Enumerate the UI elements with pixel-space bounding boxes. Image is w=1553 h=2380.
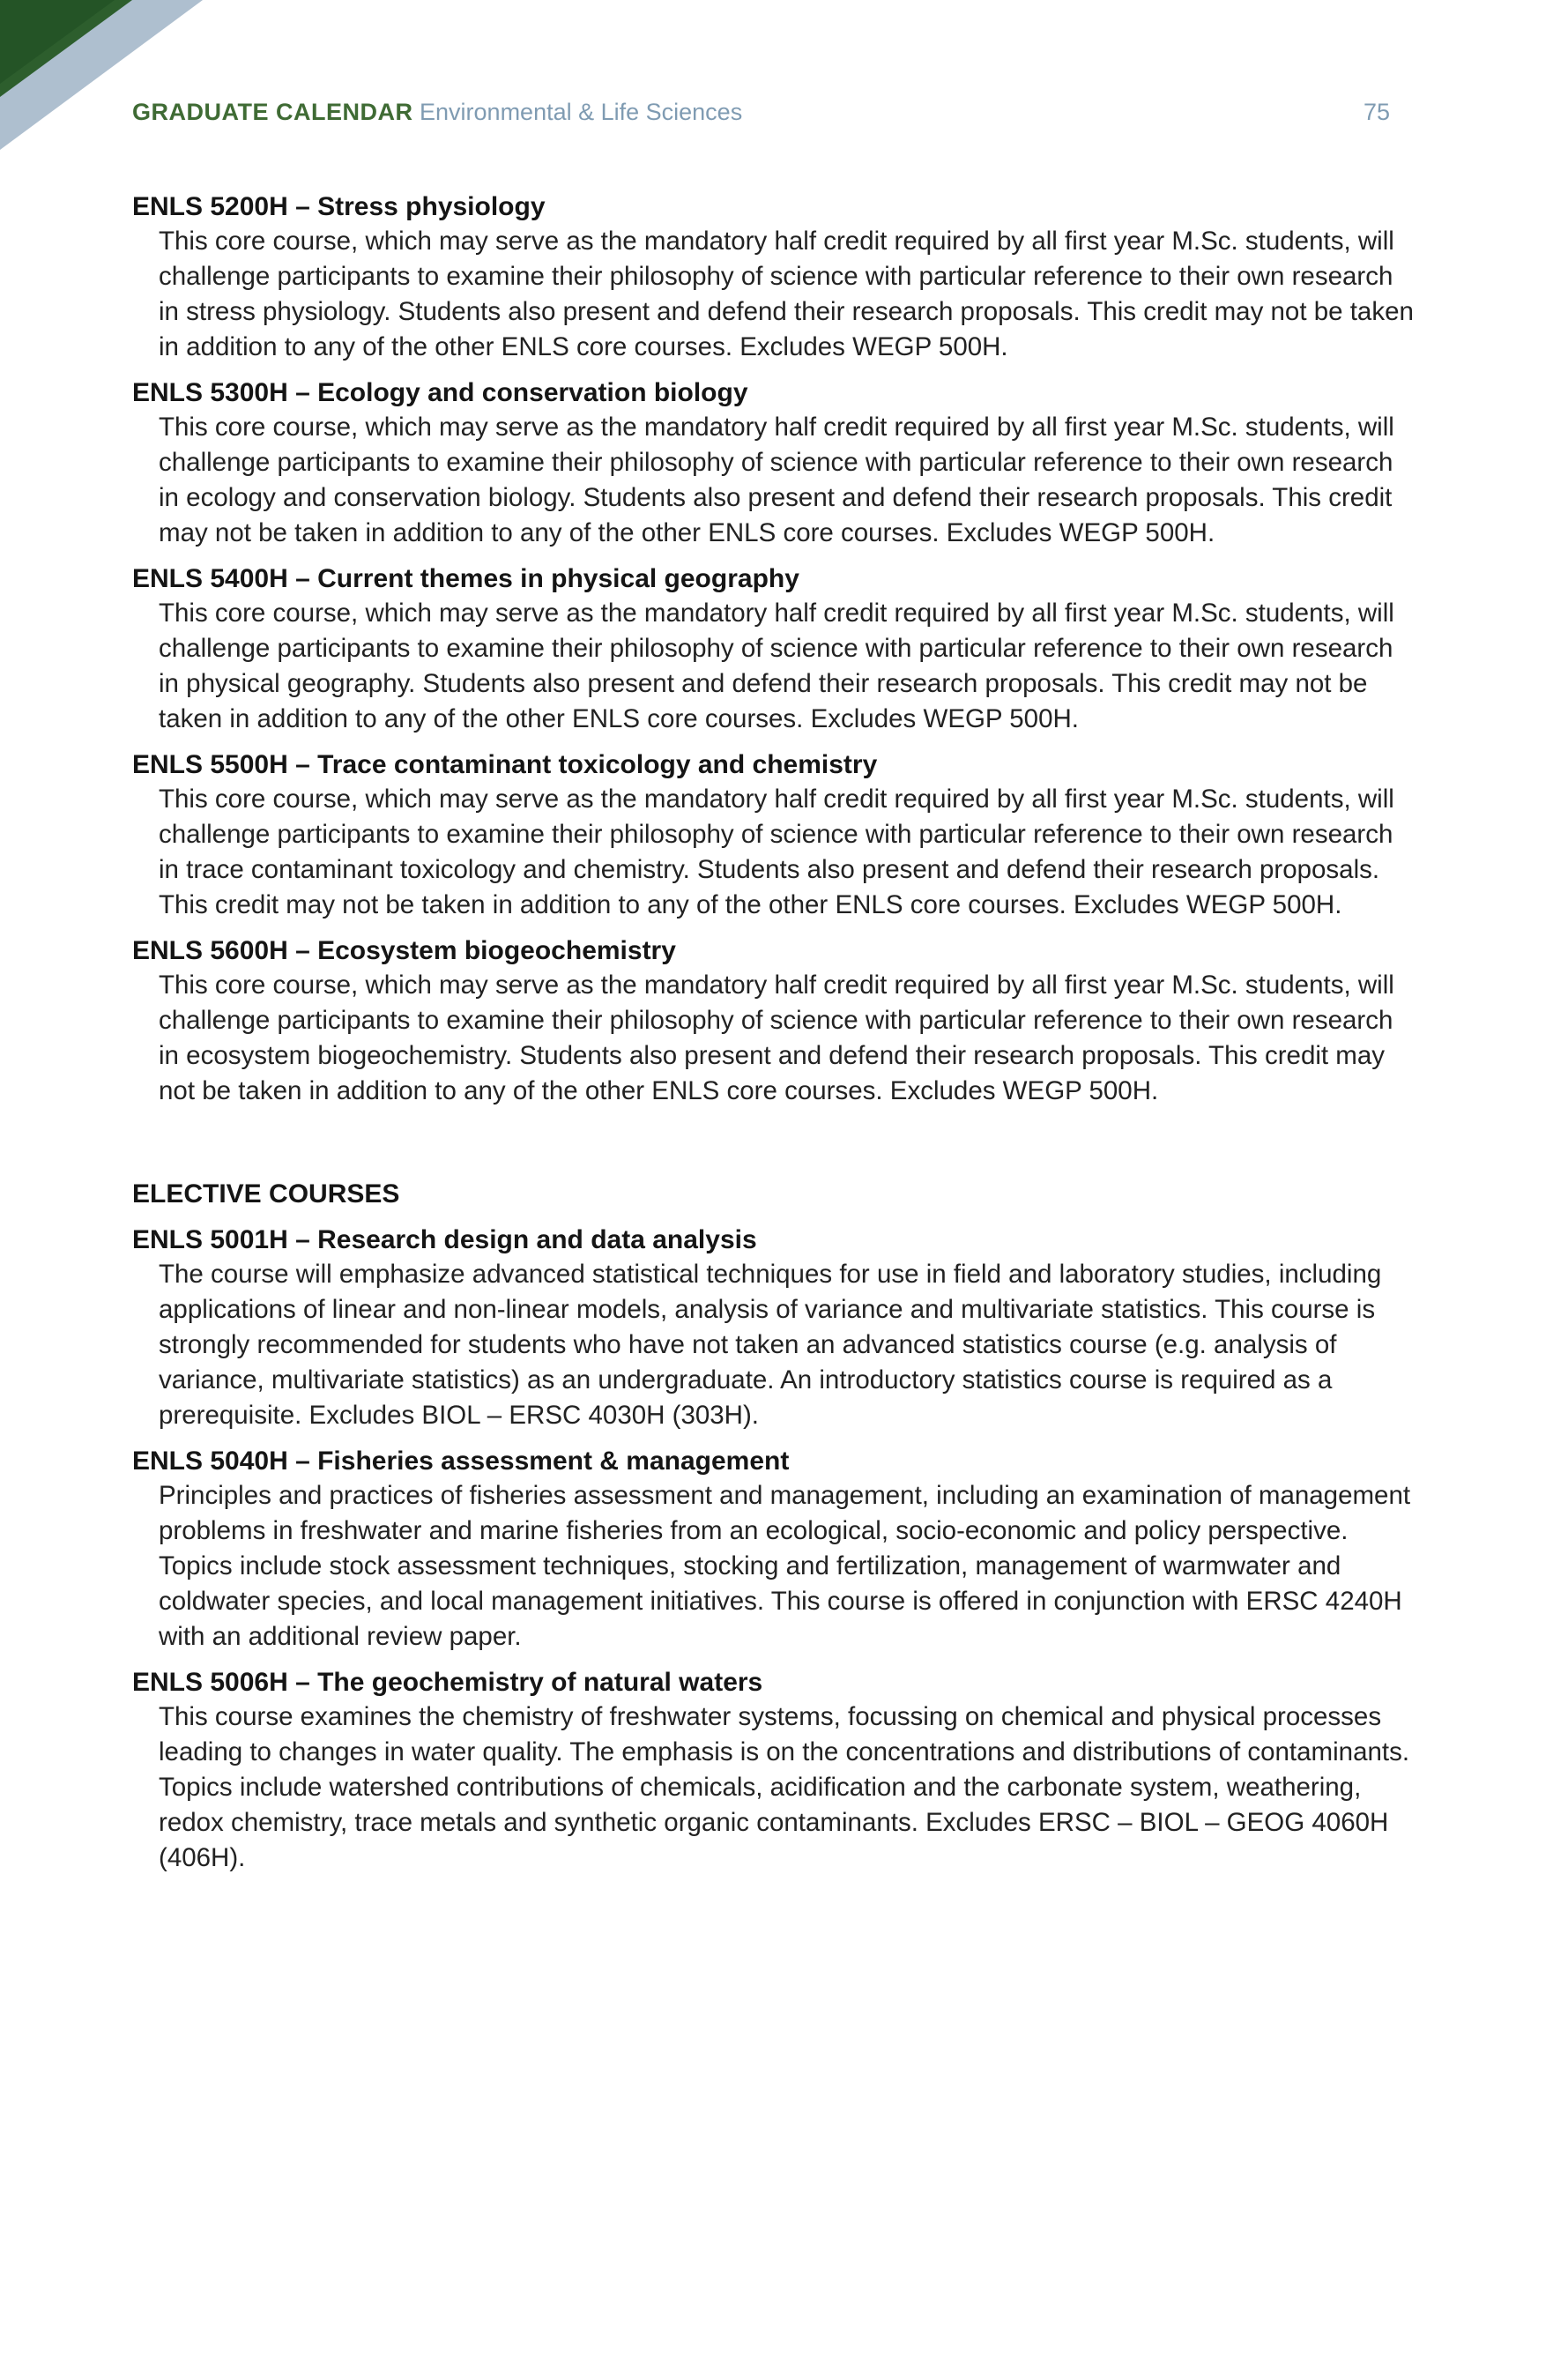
- course-title: ENLS 5200H – Stress physiology: [132, 192, 546, 221]
- course-description: Principles and practices of fisheries assessment and management, including an examination of management problems in freshwater and marine fisheries from an ecological, socio-economic and policy perspective. Topics include stock assessment techniques, stocking and fertilization, management of warmwater and coldwater species, and local management initiatives. This course is offered in conjunction with ERSC 4240H with an additional review paper.: [159, 1481, 1411, 1651]
- course-title: ENLS 5400H – Current themes in physical geography: [132, 564, 799, 593]
- course-title: ENLS 5600H – Ecosystem biogeochemistry: [132, 936, 676, 965]
- course-title: ENLS 5001H – Research design and data analysis: [132, 1225, 757, 1254]
- course-description: This core course, which may serve as the mandatory half credit required by all first year M.Sc. students, will challenge participants to examine their philosophy of science with particular reference to their own research in ecosystem biogeochemistry. Students also present and defend their research proposals. This credit may not be taken in addition to any of the other ENLS core courses. Excludes WEGP 500H.: [159, 971, 1394, 1105]
- course-entry: [132, 934, 1419, 1109]
- course-entry: [132, 1223, 1419, 1433]
- page-number: 75: [1363, 99, 1390, 125]
- course-entry: [132, 748, 1419, 923]
- course-title: ENLS 5006H – The geochemistry of natural waters: [132, 1668, 763, 1697]
- elective-courses-heading: ELECTIVE COURSES: [132, 1179, 400, 1209]
- course-entry: [132, 562, 1419, 737]
- course-description: This core course, which may serve as the mandatory half credit required by all first year M.Sc. students, will challenge participants to examine their philosophy of science with particular reference to their own research in stress physiology. Students also present and defend their research proposals. This credit may not be taken in addition to any of the other ENLS core courses. Excludes WEGP 500H.: [159, 227, 1414, 361]
- course-description: This course examines the chemistry of freshwater systems, focussing on chemical and physical processes leading to changes in water quality. The emphasis is on the concentrations and distributions of contaminants. Topics include watershed contributions of chemicals, acidification and the carbonate system, weathering, redox chemistry, trace metals and synthetic organic contaminants. Excludes ERSC – BIOL – GEOG 4060H (406H).: [159, 1702, 1410, 1872]
- course-description: This core course, which may serve as the mandatory half credit required by all first year M.Sc. students, will challenge participants to examine their philosophy of science with particular reference to their own research in ecology and conservation biology. Students also present and defend their research proposals. This credit may not be taken in addition to any of the other ENLS core courses. Excludes WEGP 500H.: [159, 413, 1394, 547]
- course-description: This core course, which may serve as the mandatory half credit required by all first year M.Sc. students, will challenge participants to examine their philosophy of science with particular reference to their own research in physical geography. Students also present and defend their research proposals. This credit may not be taken in addition to any of the other ENLS core courses. Excludes WEGP 500H.: [159, 599, 1394, 733]
- course-entry: [132, 1445, 1419, 1655]
- page-header: [132, 99, 1390, 134]
- course-entry: [132, 376, 1419, 551]
- course-entry: [132, 190, 1419, 365]
- course-description: This core course, which may serve as the mandatory half credit required by all first year M.Sc. students, will challenge participants to examine their philosophy of science with particular reference to their own research in trace contaminant toxicology and chemistry. Students also present and defend their research proposals. This credit may not be taken in addition to any of the other ENLS core courses. Excludes WEGP 500H.: [159, 785, 1394, 919]
- course-title: ENLS 5500H – Trace contaminant toxicology and chemistry: [132, 750, 878, 779]
- course-title: ENLS 5040H – Fisheries assessment & management: [132, 1447, 790, 1476]
- course-listing: [132, 190, 1419, 1887]
- department-name: Environmental & Life Sciences: [420, 99, 743, 125]
- corner-decoration-graphic: [0, 0, 256, 167]
- calendar-title: GRADUATE CALENDAR: [132, 99, 413, 125]
- course-entry: [132, 1666, 1419, 1876]
- course-description: The course will emphasize advanced statistical techniques for use in field and laboratory studies, including applications of linear and non-linear models, analysis of variance and multivariate statistics. This course is strongly recommended for students who have not taken an advanced statistics course (e.g. analysis of variance, multivariate statistics) as an undergraduate. An introductory statistics course is required as a prerequisite. Excludes BIOL – ERSC 4030H (303H).: [159, 1260, 1382, 1430]
- course-title: ENLS 5300H – Ecology and conservation biology: [132, 378, 748, 407]
